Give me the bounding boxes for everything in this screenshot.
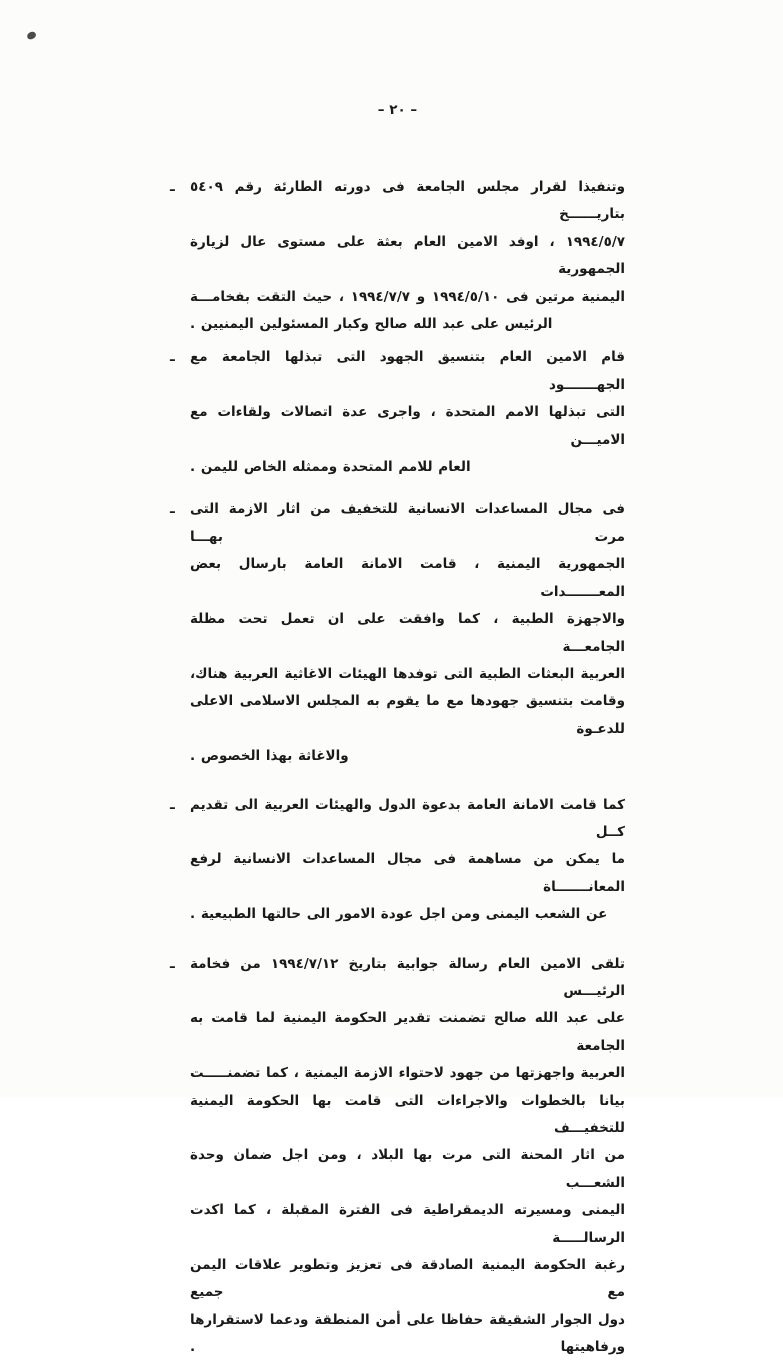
text-line: عن الشعب اليمنى ومن اجل عودة الامور الى حالتها الطبيعية . bbox=[190, 906, 608, 923]
paragraph bbox=[170, 951, 625, 1362]
text-line: الرئيس على عبد الله صالح وكبار المسئولين اليمنيين . bbox=[190, 316, 553, 333]
text-line: بيانا بالخطوات والاجراءات التى قامت بها الحكومة اليمنية للتخفيـــف bbox=[190, 1092, 625, 1136]
paragraph-dash-marker: ـ bbox=[170, 955, 175, 972]
paragraph-text bbox=[190, 951, 625, 1362]
ink-smudge-artifact bbox=[26, 31, 37, 40]
text-line: على عبد الله صالح تضمنت تقدير الحكومة اليمنية لما قامت به الجامعة bbox=[190, 1010, 625, 1054]
text-line: العام للامم المتحدة وممثله الخاص لليمن . bbox=[190, 459, 471, 476]
text-line: تلقى الامين العام رسالة جوابية بتاريخ ١٩٩٤/٧/١٢ من فخامة الرئيـــس bbox=[190, 955, 626, 999]
paragraph-text bbox=[190, 344, 625, 481]
paragraph-dash-marker: ـ bbox=[170, 179, 175, 195]
text-line: العربية واجهزتها من جهود لاحتواء الازمة اليمنية ، كما تضمنـــــت bbox=[190, 1065, 625, 1082]
text-line: العربية البعثات الطبية التى توفدها الهيئات الاغاثية العربية هناك، bbox=[190, 665, 625, 682]
text-line: فى مجال المساعدات الانسانية للتخفيف من اثار الازمة التى مرت بهـــا bbox=[190, 501, 625, 545]
text-line: والاجهزة الطبية ، كما وافقت على ان تعمل تحت مظلة الجامعـــة bbox=[190, 611, 625, 655]
paragraph bbox=[170, 174, 625, 338]
text-line: وتنفيذا لقرار مجلس الجامعة فى دورته الطارئة رقم ٥٤٠٩ بتاريــــــخ bbox=[190, 179, 625, 223]
paragraph-dash-marker: ـ bbox=[170, 349, 175, 366]
paragraph-text bbox=[190, 792, 625, 929]
text-line: اليمنية مرتين فى ١٩٩٤/٥/١٠ و ١٩٩٤/٧/٧ ، حيث التقت بفخامـــة bbox=[190, 288, 625, 305]
text-line: ما يمكن من مساهمة فى مجال المساعدات الانسانية لرفع المعانـــــــاة bbox=[190, 851, 625, 895]
paragraph-dash-marker: ـ bbox=[170, 501, 175, 518]
paragraph-text bbox=[190, 174, 625, 338]
text-line: دول الجوار الشقيقة حفاظا على أمن المنطقة ودعما لاستقرارها ورفاهيتها . bbox=[190, 1311, 625, 1356]
paragraph-dash-marker: ـ bbox=[170, 796, 175, 813]
text-line: التى تبذلها الامم المتحدة ، واجرى عدة اتصالات ولقاءات مع الاميـــن bbox=[190, 404, 625, 448]
text-line: كما قامت الامانة العامة بدعوة الدول والهيئات العربية الى تقديم كــل bbox=[190, 796, 625, 840]
text-line: من اثار المحنة التى مرت بها البلاد ، ومن اجل ضمان وحدة الشعـــب bbox=[190, 1147, 625, 1191]
paragraph bbox=[170, 344, 625, 481]
text-line: والاغاثة بهذا الخصوص . bbox=[190, 748, 349, 765]
text-line: اليمنى ومسيرته الديمقراطية فى الفترة المقبلة ، كما اكدت الرسالـــــة bbox=[190, 1202, 625, 1246]
document-body bbox=[170, 174, 625, 1362]
paragraph bbox=[170, 496, 625, 770]
text-line: وقامت بتنسيق جهودها مع ما يقوم به المجلس الاسلامى الاعلى للدعـوة bbox=[190, 693, 625, 737]
text-line: رغبة الحكومة اليمنية الصادقة فى تعزيز وتطوير علاقات اليمن مع جميع bbox=[190, 1257, 625, 1301]
text-line: الجمهورية اليمنية ، قامت الامانة العامة بارسال بعض المعـــــــدات bbox=[190, 556, 625, 600]
page-number: – ٢٠ – bbox=[377, 102, 418, 118]
text-line: ١٩٩٤/٥/٧ ، اوفد الامين العام بعثة على مستوى عال لزيارة الجمهورية bbox=[190, 233, 625, 278]
text-line: قام الامين العام بتنسيق الجهود التى تبذلها الجامعة مع الجهـــــــود bbox=[190, 349, 625, 393]
paragraph bbox=[170, 792, 625, 929]
paragraph-text bbox=[190, 496, 625, 770]
